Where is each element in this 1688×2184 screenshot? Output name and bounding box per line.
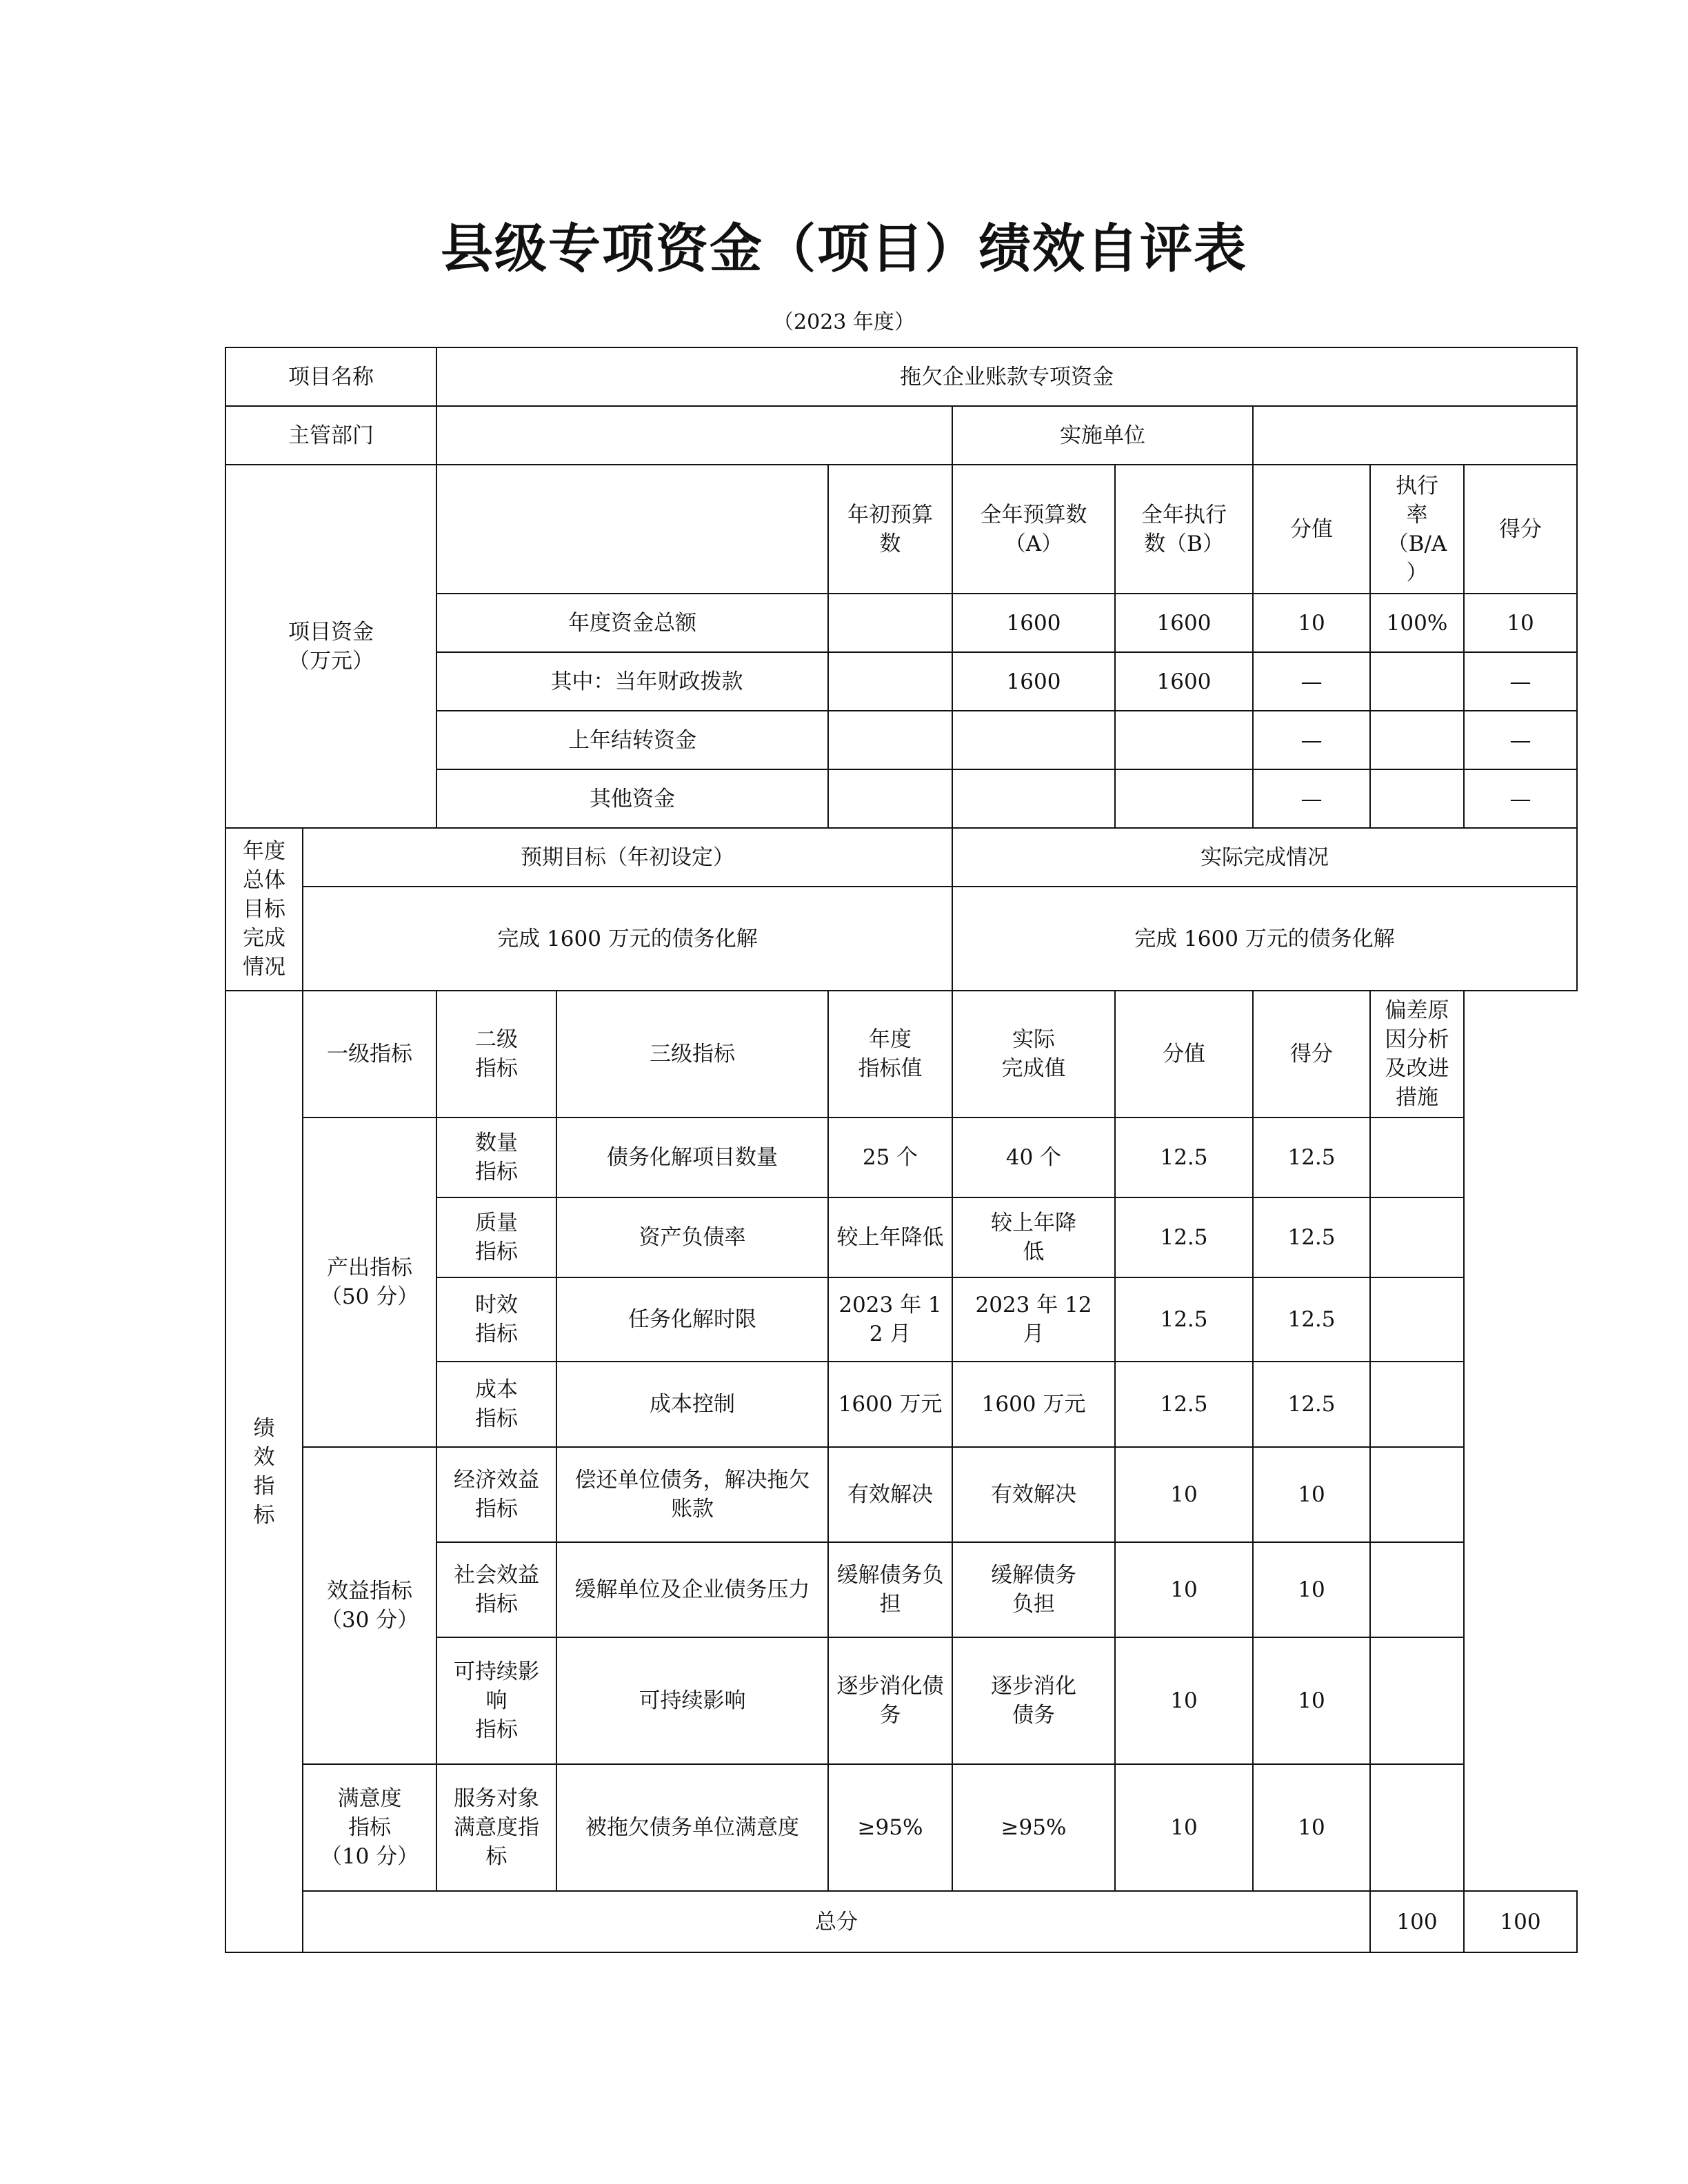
total-label: 总分 (303, 1891, 1370, 1952)
funds-cell: 100% (1370, 594, 1464, 652)
indicator-header-cell: 实际 完成值 (952, 991, 1115, 1118)
indicator-header-cell: 一级指标 (303, 991, 436, 1118)
actual-cell: ≥95% (952, 1764, 1115, 1891)
department-row (225, 406, 1577, 465)
funds-cell (828, 769, 952, 828)
note-cell (1370, 1637, 1464, 1764)
funds-cell (1370, 652, 1464, 711)
target-cell: 2023 年 12 月 (828, 1277, 952, 1362)
group-label: 产出指标 （50 分） (303, 1118, 436, 1447)
note-cell (1370, 1118, 1464, 1197)
score-cell: 12.5 (1253, 1277, 1370, 1362)
project-name-label: 项目名称 (225, 347, 436, 406)
indicator-row (225, 1764, 1577, 1891)
l2-cell: 时效 指标 (436, 1277, 556, 1362)
l3-cell: 债务化解项目数量 (556, 1118, 828, 1197)
funds-cell: 1600 (1115, 652, 1253, 711)
planned-goal-header: 预期目标（年初设定） (303, 828, 952, 887)
funds-cell: — (1464, 711, 1577, 769)
impl-unit-label: 实施单位 (952, 406, 1253, 465)
actual-cell: 有效解决 (952, 1447, 1115, 1542)
indicator-header-cell: 分值 (1115, 991, 1253, 1118)
funds-label: 项目资金 （万元） (225, 465, 436, 828)
actual-cell: 逐步消化 债务 (952, 1637, 1115, 1764)
l2-cell: 服务对象 满意度指 标 (436, 1764, 556, 1891)
funds-cell: — (1253, 652, 1370, 711)
indicator-header-cell: 三级指标 (556, 991, 828, 1118)
funds-cell (1370, 769, 1464, 828)
funds-cell (828, 711, 952, 769)
funds-row-label: 上年结转资金 (436, 711, 828, 769)
funds-header-cell: 全年预算数 （A） (952, 465, 1115, 594)
actual-cell: 较上年降 低 (952, 1197, 1115, 1277)
funds-cell: — (1464, 769, 1577, 828)
score-cell: 12.5 (1253, 1197, 1370, 1277)
l3-cell: 偿还单位债务，解决拖欠 账款 (556, 1447, 828, 1542)
indicator-row (225, 1447, 1577, 1542)
l3-cell: 被拖欠债务单位满意度 (556, 1764, 828, 1891)
dept-value (436, 406, 952, 465)
note-cell (1370, 1542, 1464, 1637)
score-cell: 10 (1253, 1637, 1370, 1764)
target-cell: 有效解决 (828, 1447, 952, 1542)
target-cell: ≥95% (828, 1764, 952, 1891)
value-cell: 12.5 (1115, 1277, 1253, 1362)
indicators-label: 绩 效 指 标 (225, 991, 303, 1952)
note-cell (1370, 1447, 1464, 1542)
score-cell: 10 (1253, 1764, 1370, 1891)
funds-cell: 10 (1253, 594, 1370, 652)
funds-header-row (225, 465, 1577, 594)
funds-header-cell: 得分 (1464, 465, 1577, 594)
l2-cell: 成本 指标 (436, 1362, 556, 1447)
funds-header-cell: 分值 (1253, 465, 1370, 594)
planned-goal: 完成 1600 万元的债务化解 (303, 887, 952, 991)
score-cell: 12.5 (1253, 1362, 1370, 1447)
group-label: 满意度 指标 （10 分） (303, 1764, 436, 1891)
group-label: 效益指标 （30 分） (303, 1447, 436, 1764)
funds-cell (1370, 711, 1464, 769)
note-cell (1370, 1362, 1464, 1447)
total-value: 100 (1370, 1891, 1464, 1952)
score-cell: 10 (1253, 1542, 1370, 1637)
year-label: （2023 年度） (773, 310, 915, 334)
impl-unit-value (1253, 406, 1577, 465)
indicator-header-cell: 年度 指标值 (828, 991, 952, 1118)
funds-cell (952, 769, 1115, 828)
goals-label: 年度 总体 目标 完成 情况 (225, 828, 303, 991)
funds-cell (1115, 769, 1253, 828)
project-name-row (225, 347, 1577, 406)
actual-goal-header: 实际完成情况 (952, 828, 1577, 887)
funds-row-label: 年度资金总额 (436, 594, 828, 652)
funds-cell (828, 652, 952, 711)
note-cell (1370, 1277, 1464, 1362)
value-cell: 10 (1115, 1542, 1253, 1637)
l2-cell: 社会效益 指标 (436, 1542, 556, 1637)
evaluation-table (225, 347, 1578, 1953)
actual-cell: 40 个 (952, 1118, 1115, 1197)
value-cell: 10 (1115, 1447, 1253, 1542)
l2-cell: 可持续影 响 指标 (436, 1637, 556, 1764)
funds-header-cell: 执行 率 （B/A ） (1370, 465, 1464, 594)
total-row (225, 1891, 1577, 1952)
actual-cell: 缓解债务 负担 (952, 1542, 1115, 1637)
value-cell: 10 (1115, 1764, 1253, 1891)
score-cell: 10 (1253, 1447, 1370, 1542)
funds-header-cell: 全年执行 数（B） (1115, 465, 1253, 594)
funds-cell: — (1253, 769, 1370, 828)
funds-row-label: 其中：当年财政拨款 (436, 652, 828, 711)
funds-header-cell: 年初预算 数 (828, 465, 952, 594)
actual-cell: 2023 年 12 月 (952, 1277, 1115, 1362)
total-score: 100 (1464, 1891, 1577, 1952)
value-cell: 12.5 (1115, 1362, 1253, 1447)
l3-cell: 缓解单位及企业债务压力 (556, 1542, 828, 1637)
value-cell: 12.5 (1115, 1118, 1253, 1197)
indicator-row (225, 1118, 1577, 1197)
goals-row (225, 887, 1577, 991)
funds-cell (952, 711, 1115, 769)
score-cell: 12.5 (1253, 1118, 1370, 1197)
l3-cell: 任务化解时限 (556, 1277, 828, 1362)
note-cell (1370, 1764, 1464, 1891)
funds-cell: 1600 (1115, 594, 1253, 652)
funds-header-cell (436, 465, 828, 594)
indicator-header-row (225, 991, 1577, 1118)
funds-cell (1115, 711, 1253, 769)
value-cell: 12.5 (1115, 1197, 1253, 1277)
funds-cell: 1600 (952, 594, 1115, 652)
l2-cell: 数量 指标 (436, 1118, 556, 1197)
l3-cell: 可持续影响 (556, 1637, 828, 1764)
note-cell (1370, 1197, 1464, 1277)
funds-cell (828, 594, 952, 652)
project-name-value: 拖欠企业账款专项资金 (436, 347, 1577, 406)
actual-goal: 完成 1600 万元的债务化解 (952, 887, 1577, 991)
actual-cell: 1600 万元 (952, 1362, 1115, 1447)
target-cell: 缓解债务负担 (828, 1542, 952, 1637)
funds-cell: — (1464, 652, 1577, 711)
target-cell: 1600 万元 (828, 1362, 952, 1447)
l3-cell: 资产负债率 (556, 1197, 828, 1277)
target-cell: 逐步消化债务 (828, 1637, 952, 1764)
funds-cell: 1600 (952, 652, 1115, 711)
indicator-header-cell: 二级 指标 (436, 991, 556, 1118)
target-cell: 较上年降低 (828, 1197, 952, 1277)
indicator-header-cell: 偏差原 因分析 及改进 措施 (1370, 991, 1464, 1118)
l3-cell: 成本控制 (556, 1362, 828, 1447)
value-cell: 10 (1115, 1637, 1253, 1764)
l2-cell: 质量 指标 (436, 1197, 556, 1277)
funds-row-label: 其他资金 (436, 769, 828, 828)
funds-cell: — (1253, 711, 1370, 769)
goals-header-row (225, 828, 1577, 887)
page-title: 县级专项资金（项目）绩效自评表 (441, 218, 1247, 279)
target-cell: 25 个 (828, 1118, 952, 1197)
indicator-header-cell: 得分 (1253, 991, 1370, 1118)
l2-cell: 经济效益 指标 (436, 1447, 556, 1542)
funds-cell: 10 (1464, 594, 1577, 652)
dept-label: 主管部门 (225, 406, 436, 465)
